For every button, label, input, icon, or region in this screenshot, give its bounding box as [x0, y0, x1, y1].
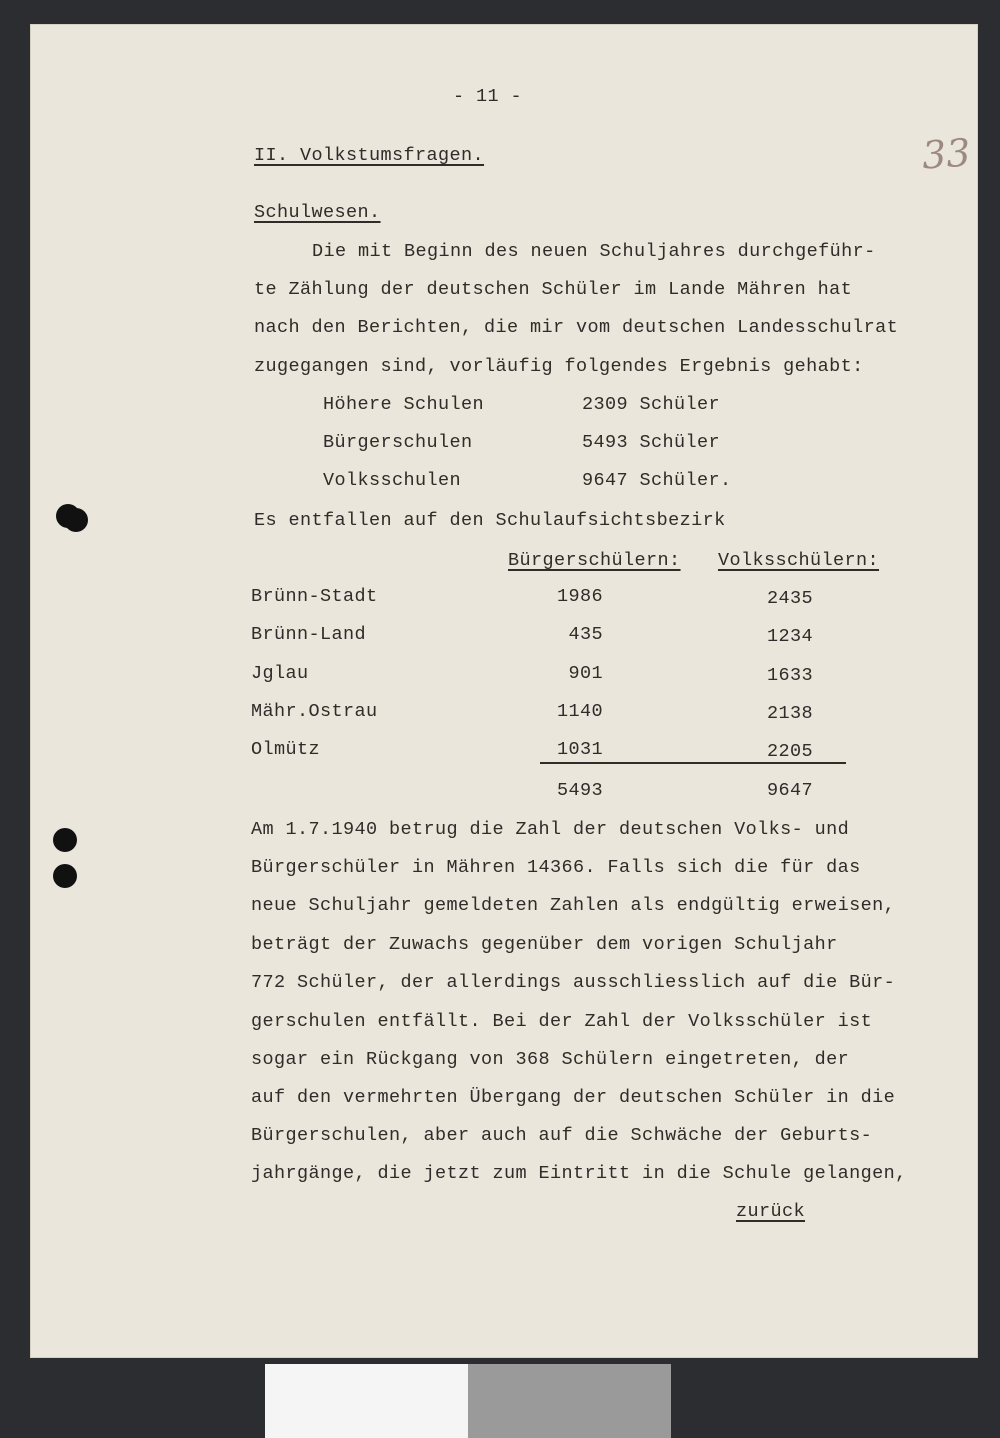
body-line: 772 Schüler, der allerdings ausschliesslich auf die Bür-: [251, 972, 896, 993]
intro-line: Die mit Beginn des neuen Schuljahres durchgeführ-: [312, 241, 876, 262]
intro-line: te Zählung der deutschen Schüler im Lande Mähren hat: [254, 279, 853, 300]
catchword: zurück: [736, 1201, 806, 1222]
color-calibration-grey: [468, 1364, 671, 1438]
section-title: II. Volkstumsfragen.: [254, 145, 485, 166]
document-page: [30, 24, 978, 1358]
district-volks: 1234: [766, 626, 813, 647]
punch-hole: [53, 864, 77, 888]
district-buerger: 901: [568, 663, 603, 684]
body-line: auf den vermehrten Übergang der deutschen Schüler in die: [251, 1087, 896, 1108]
school-type-value: 5493 Schüler: [582, 432, 721, 453]
district-volks: 2435: [766, 588, 813, 609]
district-volks: 1633: [766, 665, 813, 686]
district-buerger: 1986: [556, 586, 603, 607]
district-name: Brünn-Land: [251, 624, 367, 645]
district-volks: 2138: [766, 703, 813, 724]
punch-hole: [53, 828, 77, 852]
intro-line: zugegangen sind, vorläufig folgendes Ergebnis gehabt:: [254, 356, 864, 377]
subsection-title: Schulwesen.: [254, 202, 381, 223]
school-type-value: 9647 Schüler.: [582, 470, 732, 491]
body-line: neue Schuljahr gemeldeten Zahlen als endgültig erweisen,: [251, 895, 896, 916]
district-intro: Es entfallen auf den Schulaufsichtsbezirk: [254, 510, 726, 531]
total-buerger: 5493: [556, 780, 603, 801]
color-calibration-white: [265, 1364, 468, 1438]
page-number: - 11 -: [453, 86, 523, 107]
archive-number-handwritten: 33: [920, 130, 972, 178]
school-type-label: Volksschulen: [323, 470, 462, 491]
column-header-buerger: Bürgerschülern:: [508, 550, 681, 571]
body-line: jahrgänge, die jetzt zum Eintritt in die Schule gelangen,: [251, 1163, 907, 1184]
body-line: Am 1.7.1940 betrug die Zahl der deutschen Volks- und: [251, 819, 850, 840]
district-name: Mähr.Ostrau: [251, 701, 378, 722]
column-header-volks: Volksschülern:: [718, 550, 880, 571]
body-line: Bürgerschüler in Mähren 14366. Falls sich die für das: [251, 857, 861, 878]
body-line: beträgt der Zuwachs gegenüber dem vorigen Schuljahr: [251, 934, 838, 955]
punch-hole: [64, 508, 88, 532]
district-buerger: 1140: [556, 701, 603, 722]
school-type-value: 2309 Schüler: [582, 394, 721, 415]
district-name: Olmütz: [251, 739, 321, 760]
school-type-label: Bürgerschulen: [323, 432, 473, 453]
intro-line: nach den Berichten, die mir vom deutschen Landesschulrat: [254, 317, 899, 338]
body-line: Bürgerschulen, aber auch auf die Schwäche der Geburts-: [251, 1125, 873, 1146]
district-buerger: 435: [568, 624, 603, 645]
school-type-label: Höhere Schulen: [323, 394, 485, 415]
district-name: Jglau: [251, 663, 309, 684]
district-volks: 2205: [766, 741, 813, 762]
body-line: sogar ein Rückgang von 368 Schülern eingetreten, der: [251, 1049, 850, 1070]
total-volks: 9647: [766, 780, 813, 801]
body-line: gerschulen entfällt. Bei der Zahl der Volksschüler ist: [251, 1011, 873, 1032]
district-buerger: 1031: [556, 739, 603, 760]
district-name: Brünn-Stadt: [251, 586, 378, 607]
sum-rule: [540, 762, 846, 764]
